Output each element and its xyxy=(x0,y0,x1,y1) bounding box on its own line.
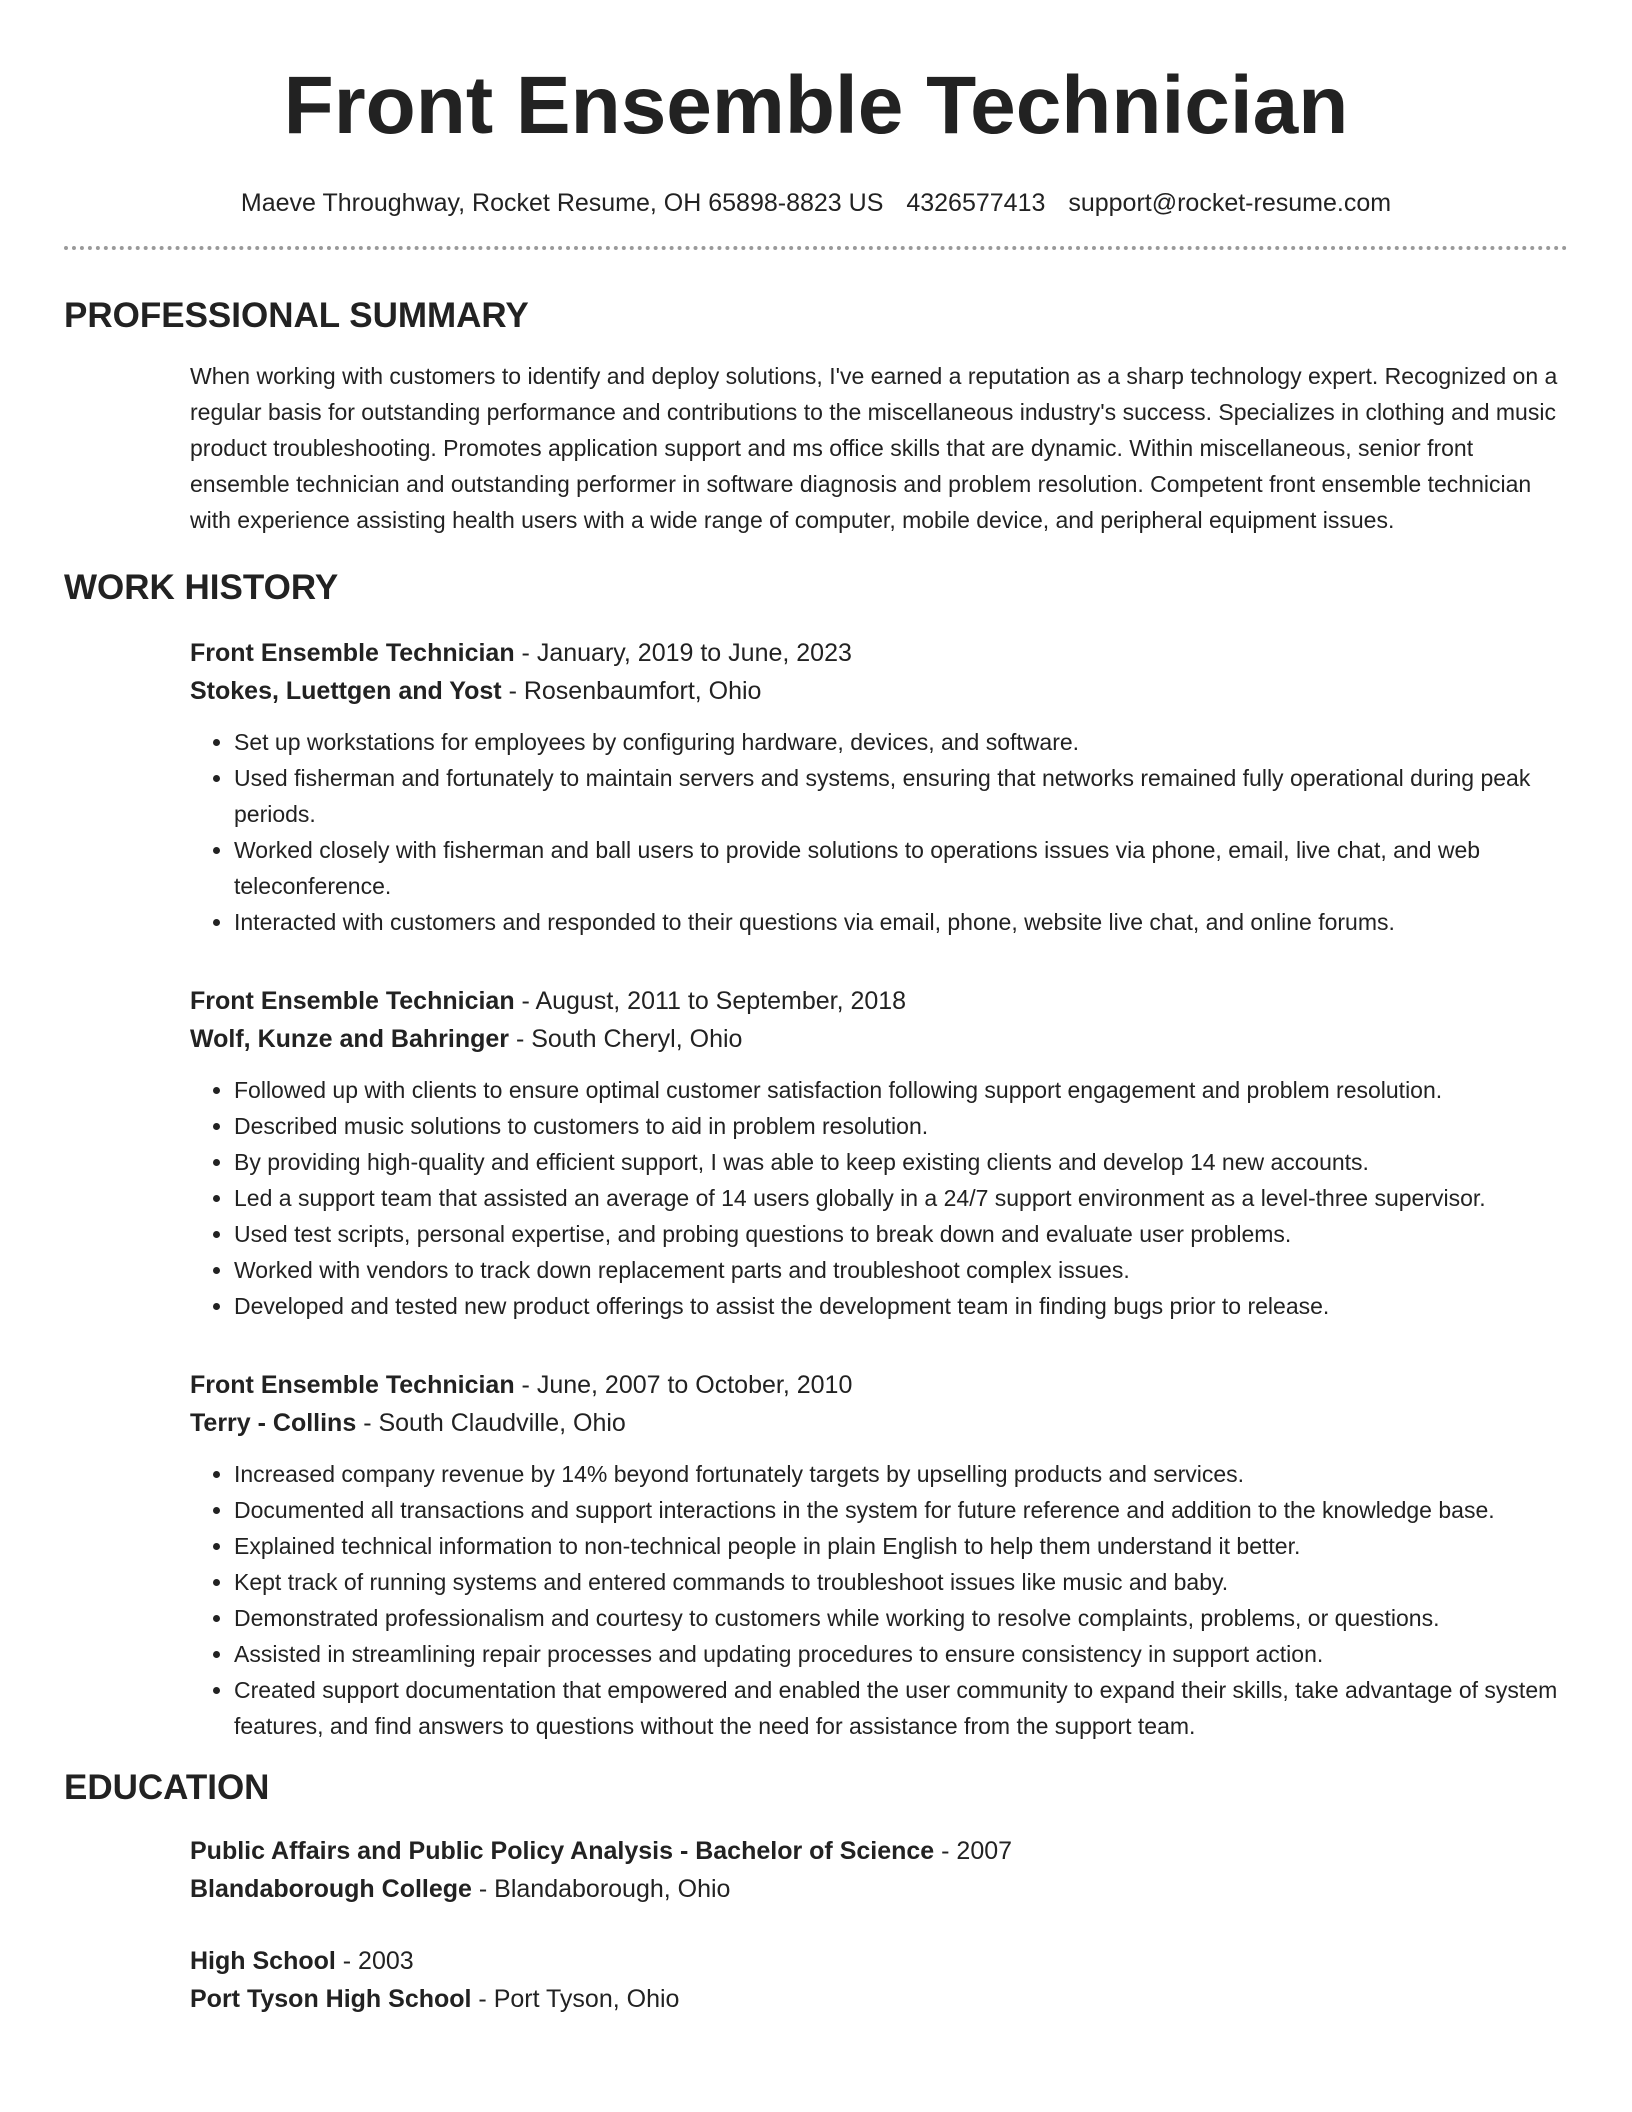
job-bullet-list xyxy=(234,1072,1568,1324)
job-bullet: • Worked with vendors to track down replacement parts and troubleshoot complex issues. xyxy=(234,1252,1568,1288)
job-entry xyxy=(190,634,1568,940)
job-bullet: • Set up workstations for employees by configuring hardware, devices, and software. xyxy=(234,724,1568,760)
job-location: - Rosenbaumfort, Ohio xyxy=(501,677,762,705)
job-bullet: • Explained technical information to non-technical people in plain English to help them understand it better. xyxy=(234,1528,1568,1564)
summary-section xyxy=(64,294,1568,538)
job-bullet: • Developed and tested new product offerings to assist the development team in finding bugs prior to release. xyxy=(234,1288,1568,1324)
education-school-line xyxy=(190,1870,1568,1908)
job-bullet-list xyxy=(234,1456,1568,1744)
job-company-line xyxy=(190,1404,1568,1442)
job-bullet: • Interacted with customers and responded to their questions via email, phone, website live chat, and online forums. xyxy=(234,904,1568,940)
job-bullet: • Increased company revenue by 14% beyond fortunately targets by upselling products and services. xyxy=(234,1456,1568,1492)
education-school-line xyxy=(190,1980,1568,2018)
job-entry xyxy=(190,982,1568,1324)
job-bullet: • Used fisherman and fortunately to maintain servers and systems, ensuring that networks remained fully operational during peak periods. xyxy=(234,760,1568,832)
job-title: Front Ensemble Technician xyxy=(190,987,515,1015)
education-location: - Port Tyson, Ohio xyxy=(471,1985,680,2013)
work-history-heading: WORK HISTORY xyxy=(64,568,339,607)
job-title-line xyxy=(190,634,1568,672)
job-bullet-list xyxy=(234,724,1568,940)
education-heading: EDUCATION xyxy=(64,1768,270,1807)
education-entry xyxy=(190,1942,1568,2018)
education-section xyxy=(64,1766,1568,2018)
job-company: Terry - Collins xyxy=(190,1409,357,1437)
education-degree-line xyxy=(190,1832,1568,1870)
job-bullet: • Followed up with clients to ensure optimal customer satisfaction following support engagement and problem resolution. xyxy=(234,1072,1568,1108)
header-divider xyxy=(64,246,1568,250)
education-year: - 2007 xyxy=(934,1837,1013,1865)
education-degree: High School xyxy=(190,1947,336,1975)
education-school: Blandaborough College xyxy=(190,1875,472,1903)
job-bullet: • Led a support team that assisted an average of 14 users globally in a 24/7 support environment as a level-three supervisor. xyxy=(234,1180,1568,1216)
job-dates: - June, 2007 to October, 2010 xyxy=(514,1371,853,1399)
summary-heading: PROFESSIONAL SUMMARY xyxy=(64,296,529,335)
job-title-line xyxy=(190,1366,1568,1404)
job-bullet: • Kept track of running systems and entered commands to troubleshoot issues like music and baby. xyxy=(234,1564,1568,1600)
job-company: Stokes, Luettgen and Yost xyxy=(190,677,502,705)
job-title: Front Ensemble Technician xyxy=(190,1371,515,1399)
job-title-line xyxy=(190,982,1568,1020)
job-title: Front Ensemble Technician xyxy=(190,639,515,667)
job-bullet: • Used test scripts, personal expertise, and probing questions to break down and evaluate user problems. xyxy=(234,1216,1568,1252)
education-location: - Blandaborough, Ohio xyxy=(471,1875,731,1903)
education-entry xyxy=(190,1832,1568,1908)
job-bullet: • Assisted in streamlining repair processes and updating procedures to ensure consistency in support action. xyxy=(234,1636,1568,1672)
job-company: Wolf, Kunze and Bahringer xyxy=(190,1025,509,1053)
job-dates: - January, 2019 to June, 2023 xyxy=(514,639,852,667)
job-bullet: • Worked closely with fisherman and ball users to provide solutions to operations issues via phone, email, live chat, and web teleconference. xyxy=(234,832,1568,904)
work-history-section xyxy=(64,566,1568,1744)
contact-phone: 4326577413 xyxy=(906,189,1046,217)
education-year: - 2003 xyxy=(335,1947,414,1975)
job-company-line xyxy=(190,672,1568,710)
job-bullet: • Described music solutions to customers to aid in problem resolution. xyxy=(234,1108,1568,1144)
job-company-line xyxy=(190,1020,1568,1058)
job-bullet: • By providing high-quality and efficient support, I was able to keep existing clients and develop 14 new accounts. xyxy=(234,1144,1568,1180)
job-bullet: • Created support documentation that empowered and enabled the user community to expand their skills, take advantage of system features, and find answers to questions without the need for assistance from the support team. xyxy=(234,1672,1568,1744)
job-location: - South Claudville, Ohio xyxy=(356,1409,626,1437)
job-location: - South Cheryl, Ohio xyxy=(509,1025,743,1053)
contact-email: support@rocket-resume.com xyxy=(1068,189,1392,217)
job-dates: - August, 2011 to September, 2018 xyxy=(514,987,907,1015)
job-bullet: • Documented all transactions and support interactions in the system for future reference and addition to the knowledge base. xyxy=(234,1492,1568,1528)
job-entry xyxy=(190,1366,1568,1744)
summary-text: When working with customers to identify and deploy solutions, I've earned a reputation as a sharp technology expert. Recognized on a regular basis for outstanding performance and contributions to the miscellaneous industry's success. Specializes in clothing and music product troubleshooting. Promotes application support and ms office skills that are dynamic. Within miscellaneous, senior front ensemble technician and outstanding performer in software diagnosis and problem resolution. Competent front ensemble technician with experience assisting health users with a wide range of computer, mobile device, and peripheral equipment issues. xyxy=(190,363,1558,533)
contact-address: Maeve Throughway, Rocket Resume, OH 65898-8823 US xyxy=(240,189,884,217)
contact-info xyxy=(64,186,1568,220)
resume-title: Front Ensemble Technician xyxy=(283,60,1349,151)
education-school: Port Tyson High School xyxy=(190,1985,472,2013)
resume-page xyxy=(64,0,1568,2018)
education-degree-line xyxy=(190,1942,1568,1980)
job-bullet: • Demonstrated professionalism and courtesy to customers while working to resolve complaints, problems, or questions. xyxy=(234,1600,1568,1636)
education-degree: Public Affairs and Public Policy Analysis - Bachelor of Science xyxy=(190,1837,935,1865)
